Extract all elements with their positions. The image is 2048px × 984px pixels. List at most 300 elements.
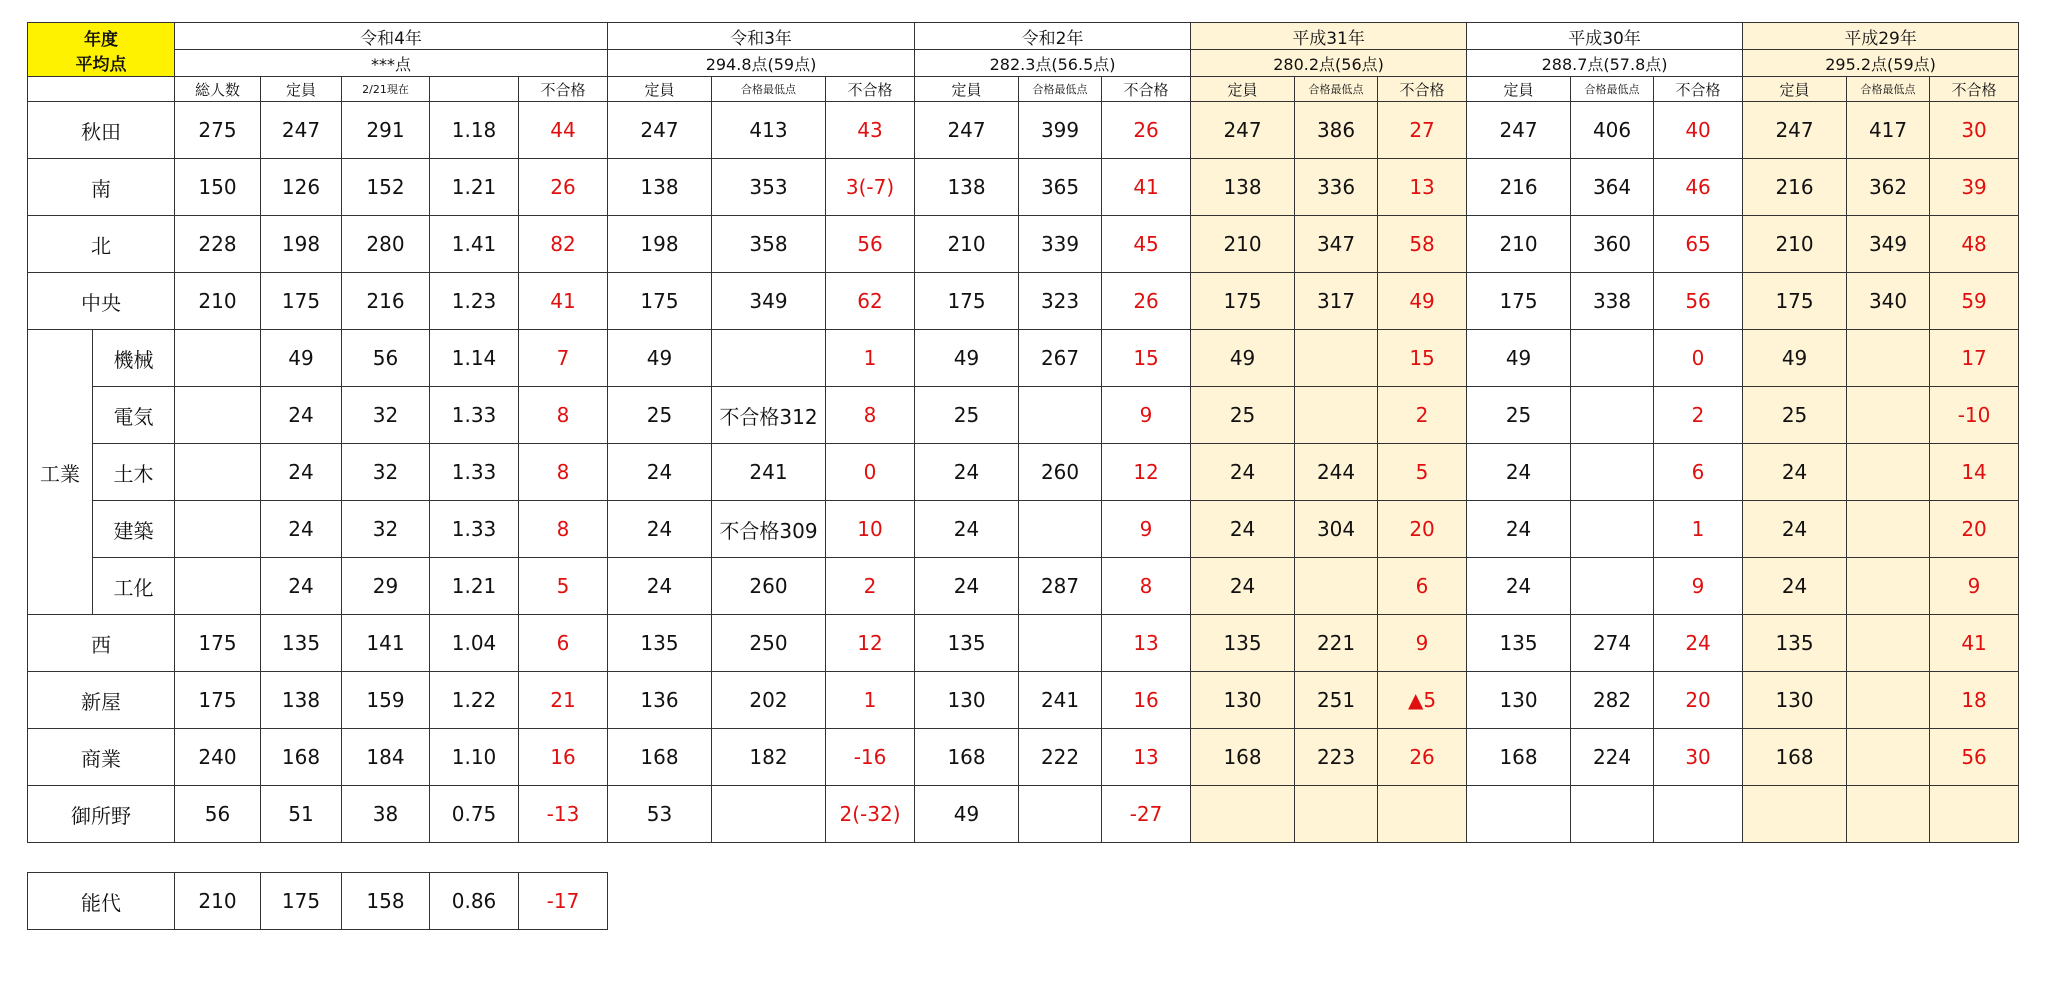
data-cell: 不合格309 [712, 501, 826, 558]
data-cell: 38 [342, 786, 430, 843]
data-cell [1743, 786, 1847, 843]
data-cell: 1.33 [430, 444, 519, 501]
data-cell: 25 [1191, 387, 1295, 444]
data-cell: 26 [1102, 273, 1191, 330]
table-row [28, 672, 2019, 729]
data-cell: 287 [1019, 558, 1102, 615]
data-cell: 413 [712, 102, 826, 159]
data-cell [1019, 786, 1102, 843]
data-cell [1847, 729, 1930, 786]
data-cell: 51 [261, 786, 342, 843]
data-cell [1930, 786, 2019, 843]
data-cell: 1.23 [430, 273, 519, 330]
data-cell: 168 [1467, 729, 1571, 786]
data-cell: 62 [826, 273, 915, 330]
data-cell: 130 [1191, 672, 1295, 729]
table-row [28, 873, 608, 930]
data-cell: 5 [519, 558, 608, 615]
data-cell [1847, 615, 1930, 672]
data-cell: 175 [261, 873, 342, 930]
data-cell: 241 [1019, 672, 1102, 729]
data-cell: 39 [1930, 159, 2019, 216]
data-cell: 152 [342, 159, 430, 216]
data-cell: 247 [608, 102, 712, 159]
data-cell [1295, 387, 1378, 444]
data-cell: 45 [1102, 216, 1191, 273]
data-cell: 8 [1102, 558, 1191, 615]
data-cell: 0.75 [430, 786, 519, 843]
data-cell: 9 [1930, 558, 2019, 615]
data-cell: 198 [608, 216, 712, 273]
data-cell [1847, 786, 1930, 843]
data-cell [175, 387, 261, 444]
data-cell: 25 [1743, 387, 1847, 444]
data-cell: 29 [342, 558, 430, 615]
noshiro-table [27, 872, 608, 930]
data-cell: 210 [1467, 216, 1571, 273]
data-cell: 59 [1930, 273, 2019, 330]
table-row [28, 159, 2019, 216]
data-cell: 224 [1571, 729, 1654, 786]
data-cell: 32 [342, 444, 430, 501]
data-cell: 353 [712, 159, 826, 216]
data-cell [175, 501, 261, 558]
year-header-h31: 平成31年 [1191, 23, 1467, 50]
data-cell: 0 [826, 444, 915, 501]
data-cell: 49 [915, 786, 1019, 843]
average-h30: 288.7点(57.8点) [1467, 50, 1743, 77]
data-cell: 260 [712, 558, 826, 615]
data-cell: 20 [1654, 672, 1743, 729]
data-cell: 不合格312 [712, 387, 826, 444]
data-cell: 317 [1295, 273, 1378, 330]
data-cell [1847, 558, 1930, 615]
admission-table [27, 22, 2019, 843]
data-cell: 58 [1378, 216, 1467, 273]
data-cell: 365 [1019, 159, 1102, 216]
school-name: 中央 [28, 273, 175, 330]
data-cell: 16 [519, 729, 608, 786]
data-cell: 43 [826, 102, 915, 159]
subheader-y3-0: 定員 [1191, 77, 1295, 102]
data-cell: 56 [1654, 273, 1743, 330]
table-row [28, 216, 2019, 273]
data-cell: 30 [1654, 729, 1743, 786]
data-cell [175, 444, 261, 501]
table-row [28, 729, 2019, 786]
data-cell: 280 [342, 216, 430, 273]
data-cell: 2 [826, 558, 915, 615]
data-cell: 9 [1102, 501, 1191, 558]
data-cell: 1.41 [430, 216, 519, 273]
data-cell: 6 [1378, 558, 1467, 615]
data-cell: 168 [261, 729, 342, 786]
data-cell: 24 [1654, 615, 1743, 672]
data-cell: 6 [1654, 444, 1743, 501]
data-cell: 1.33 [430, 387, 519, 444]
data-cell: 247 [1191, 102, 1295, 159]
data-cell: 12 [826, 615, 915, 672]
data-cell: 1.04 [430, 615, 519, 672]
data-cell: 24 [1467, 558, 1571, 615]
data-cell: 251 [1295, 672, 1378, 729]
data-cell: 24 [915, 444, 1019, 501]
table-row [28, 786, 2019, 843]
data-cell: 291 [342, 102, 430, 159]
data-cell: 347 [1295, 216, 1378, 273]
data-cell: 1.33 [430, 501, 519, 558]
data-cell: 349 [712, 273, 826, 330]
data-cell: 274 [1571, 615, 1654, 672]
data-cell: 25 [608, 387, 712, 444]
data-cell: 53 [608, 786, 712, 843]
average-h29: 295.2点(59点) [1743, 50, 2019, 77]
data-cell: 216 [1743, 159, 1847, 216]
data-cell: 417 [1847, 102, 1930, 159]
school-name: 西 [28, 615, 175, 672]
data-cell: 49 [608, 330, 712, 387]
data-cell: 8 [519, 444, 608, 501]
data-cell: 2 [1654, 387, 1743, 444]
subheader-y5-2: 不合格 [1930, 77, 2019, 102]
data-cell: 138 [1191, 159, 1295, 216]
data-cell: 1.21 [430, 558, 519, 615]
data-cell: 241 [712, 444, 826, 501]
data-cell [1295, 330, 1378, 387]
data-cell: 210 [175, 273, 261, 330]
school-name: 商業 [28, 729, 175, 786]
subheader-y2-1: 合格最低点 [1019, 77, 1102, 102]
subheader-blank [28, 77, 175, 102]
data-cell: 17 [1930, 330, 2019, 387]
subheader-r4-4: 不合格 [519, 77, 608, 102]
data-cell: 1.22 [430, 672, 519, 729]
data-cell [1019, 387, 1102, 444]
data-cell [1654, 786, 1743, 843]
data-cell: 24 [261, 558, 342, 615]
average-h31: 280.2点(56点) [1191, 50, 1467, 77]
data-cell: 24 [1743, 501, 1847, 558]
data-cell: 21 [519, 672, 608, 729]
data-cell: 150 [175, 159, 261, 216]
data-cell: 175 [1191, 273, 1295, 330]
data-cell: 136 [608, 672, 712, 729]
data-cell: 364 [1571, 159, 1654, 216]
data-cell: 24 [608, 558, 712, 615]
data-cell: 15 [1102, 330, 1191, 387]
data-cell: 250 [712, 615, 826, 672]
data-cell: 175 [175, 615, 261, 672]
table-row [28, 501, 2019, 558]
data-cell [1847, 501, 1930, 558]
subheader-y1-0: 定員 [608, 77, 712, 102]
data-cell: 15 [1378, 330, 1467, 387]
data-cell: 168 [1743, 729, 1847, 786]
data-cell: 18 [1930, 672, 2019, 729]
data-cell: 48 [1930, 216, 2019, 273]
data-cell: 20 [1930, 501, 2019, 558]
data-cell: 20 [1378, 501, 1467, 558]
subheader-y4-1: 合格最低点 [1571, 77, 1654, 102]
data-cell: 275 [175, 102, 261, 159]
data-cell: -27 [1102, 786, 1191, 843]
data-cell: 1 [826, 330, 915, 387]
data-cell: 240 [175, 729, 261, 786]
data-cell: 0 [1654, 330, 1743, 387]
data-cell: 247 [915, 102, 1019, 159]
data-cell: 175 [1467, 273, 1571, 330]
data-cell: -17 [519, 873, 608, 930]
data-cell: 175 [261, 273, 342, 330]
subheader-y1-2: 不合格 [826, 77, 915, 102]
table-row [28, 558, 2019, 615]
data-cell: 358 [712, 216, 826, 273]
data-cell: 175 [915, 273, 1019, 330]
data-cell: 159 [342, 672, 430, 729]
data-cell: 323 [1019, 273, 1102, 330]
data-cell: 24 [1467, 444, 1571, 501]
subheader-y5-0: 定員 [1743, 77, 1847, 102]
school-name: 南 [28, 159, 175, 216]
data-cell: 362 [1847, 159, 1930, 216]
data-cell: 6 [519, 615, 608, 672]
data-cell: 32 [342, 387, 430, 444]
data-cell [1571, 330, 1654, 387]
data-cell: 49 [261, 330, 342, 387]
year-header-h29: 平成29年 [1743, 23, 2019, 50]
data-cell: 126 [261, 159, 342, 216]
data-cell: 247 [1467, 102, 1571, 159]
data-cell: 1.21 [430, 159, 519, 216]
column-subheader-row [28, 77, 2019, 102]
data-cell: 168 [608, 729, 712, 786]
data-cell: 135 [1467, 615, 1571, 672]
data-cell: 130 [1743, 672, 1847, 729]
data-cell: 202 [712, 672, 826, 729]
data-cell: 130 [1467, 672, 1571, 729]
data-cell: 46 [1654, 159, 1743, 216]
year-average-corner [28, 23, 175, 77]
data-cell: 24 [261, 501, 342, 558]
data-cell: 222 [1019, 729, 1102, 786]
table-row [28, 615, 2019, 672]
data-cell: 26 [519, 159, 608, 216]
data-cell [1847, 444, 1930, 501]
data-cell: 399 [1019, 102, 1102, 159]
year-header-r4: 令和4年 [175, 23, 608, 50]
data-cell: 216 [342, 273, 430, 330]
data-cell: 5 [1378, 444, 1467, 501]
data-cell: 49 [1378, 273, 1467, 330]
data-cell [1571, 444, 1654, 501]
subheader-y3-1: 合格最低点 [1295, 77, 1378, 102]
data-cell: 386 [1295, 102, 1378, 159]
subheader-y4-2: 不合格 [1654, 77, 1743, 102]
data-cell: 13 [1102, 729, 1191, 786]
corner-year-label: 年度 [84, 29, 118, 50]
table-row [28, 387, 2019, 444]
data-cell: 304 [1295, 501, 1378, 558]
data-cell: 49 [1743, 330, 1847, 387]
data-cell: 247 [261, 102, 342, 159]
data-cell: -16 [826, 729, 915, 786]
data-cell: 24 [261, 387, 342, 444]
data-cell: 247 [1743, 102, 1847, 159]
data-cell: 210 [1743, 216, 1847, 273]
school-name: 御所野 [28, 786, 175, 843]
data-cell: 14 [1930, 444, 2019, 501]
data-cell [1295, 558, 1378, 615]
data-cell: 8 [826, 387, 915, 444]
subheader-r4-2: 2/21現在 [342, 77, 430, 102]
data-cell: 138 [608, 159, 712, 216]
data-cell: 24 [1191, 444, 1295, 501]
data-cell: 1.18 [430, 102, 519, 159]
year-header-r2: 令和2年 [915, 23, 1191, 50]
data-cell: 2(-32) [826, 786, 915, 843]
data-cell: 406 [1571, 102, 1654, 159]
data-cell: ▲5 [1378, 672, 1467, 729]
data-cell: 175 [1743, 273, 1847, 330]
data-cell: 221 [1295, 615, 1378, 672]
data-cell: 9 [1378, 615, 1467, 672]
data-cell: 282 [1571, 672, 1654, 729]
data-cell: 27 [1378, 102, 1467, 159]
data-cell: -13 [519, 786, 608, 843]
data-cell: 228 [175, 216, 261, 273]
data-cell: 56 [175, 786, 261, 843]
data-cell: 175 [608, 273, 712, 330]
data-cell [712, 786, 826, 843]
data-cell: 0.86 [430, 873, 519, 930]
data-cell: 56 [1930, 729, 2019, 786]
year-header-r3: 令和3年 [608, 23, 915, 50]
school-name: 新屋 [28, 672, 175, 729]
data-cell: 340 [1847, 273, 1930, 330]
school-name: 土木 [93, 444, 175, 501]
data-cell: 10 [826, 501, 915, 558]
data-cell: 175 [175, 672, 261, 729]
subheader-y3-2: 不合格 [1378, 77, 1467, 102]
data-cell: 135 [608, 615, 712, 672]
data-cell: 138 [915, 159, 1019, 216]
data-cell: -10 [1930, 387, 2019, 444]
data-cell: 2 [1378, 387, 1467, 444]
data-cell: 41 [519, 273, 608, 330]
data-cell: 260 [1019, 444, 1102, 501]
data-cell: 216 [1467, 159, 1571, 216]
data-cell [1571, 501, 1654, 558]
corner-average-label: 平均点 [75, 54, 127, 75]
data-cell: 49 [1467, 330, 1571, 387]
school-name: 工化 [93, 558, 175, 615]
data-cell [1019, 501, 1102, 558]
average-r4: ***点 [175, 50, 608, 77]
group-label-industry: 工業 [28, 330, 93, 615]
data-cell: 26 [1102, 102, 1191, 159]
data-cell [1295, 786, 1378, 843]
data-cell: 24 [915, 558, 1019, 615]
data-cell: 26 [1378, 729, 1467, 786]
data-cell: 1.14 [430, 330, 519, 387]
data-cell [1571, 786, 1654, 843]
data-cell: 9 [1654, 558, 1743, 615]
subheader-r4-1: 定員 [261, 77, 342, 102]
data-cell: 16 [1102, 672, 1191, 729]
data-cell: 135 [915, 615, 1019, 672]
table-row [28, 330, 2019, 387]
average-r2: 282.3点(56.5点) [915, 50, 1191, 77]
data-cell: 41 [1930, 615, 2019, 672]
data-cell: 135 [1743, 615, 1847, 672]
year-header-h30: 平成30年 [1467, 23, 1743, 50]
data-cell: 44 [519, 102, 608, 159]
data-cell: 56 [826, 216, 915, 273]
data-cell [1191, 786, 1295, 843]
data-cell: 8 [519, 501, 608, 558]
data-cell: 24 [915, 501, 1019, 558]
data-cell: 267 [1019, 330, 1102, 387]
average-r3: 294.8点(59点) [608, 50, 915, 77]
data-cell: 25 [1467, 387, 1571, 444]
data-cell: 9 [1102, 387, 1191, 444]
data-cell: 49 [1191, 330, 1295, 387]
school-name: 建築 [93, 501, 175, 558]
data-cell: 138 [261, 672, 342, 729]
subheader-y2-2: 不合格 [1102, 77, 1191, 102]
data-cell: 24 [608, 501, 712, 558]
data-cell: 24 [1191, 501, 1295, 558]
data-cell: 349 [1847, 216, 1930, 273]
data-cell: 7 [519, 330, 608, 387]
data-cell [712, 330, 826, 387]
school-name: 電気 [93, 387, 175, 444]
data-cell: 8 [519, 387, 608, 444]
data-cell: 141 [342, 615, 430, 672]
data-cell: 223 [1295, 729, 1378, 786]
data-cell: 336 [1295, 159, 1378, 216]
data-cell: 182 [712, 729, 826, 786]
data-cell [1019, 615, 1102, 672]
school-name: 秋田 [28, 102, 175, 159]
data-cell: 130 [915, 672, 1019, 729]
data-cell: 360 [1571, 216, 1654, 273]
data-cell: 135 [1191, 615, 1295, 672]
data-cell: 338 [1571, 273, 1654, 330]
data-cell: 168 [1191, 729, 1295, 786]
data-cell: 24 [1743, 558, 1847, 615]
data-cell: 210 [1191, 216, 1295, 273]
data-cell: 339 [1019, 216, 1102, 273]
table-row [28, 444, 2019, 501]
subheader-y2-0: 定員 [915, 77, 1019, 102]
data-cell [1378, 786, 1467, 843]
data-cell: 41 [1102, 159, 1191, 216]
data-cell: 3(-7) [826, 159, 915, 216]
subheader-y5-1: 合格最低点 [1847, 77, 1930, 102]
data-cell [175, 330, 261, 387]
table-row [28, 273, 2019, 330]
data-cell: 12 [1102, 444, 1191, 501]
data-cell: 24 [1743, 444, 1847, 501]
data-cell [1847, 672, 1930, 729]
data-cell: 30 [1930, 102, 2019, 159]
data-cell: 49 [915, 330, 1019, 387]
data-cell: 1 [826, 672, 915, 729]
data-cell: 13 [1378, 159, 1467, 216]
data-cell [1571, 387, 1654, 444]
data-cell: 184 [342, 729, 430, 786]
